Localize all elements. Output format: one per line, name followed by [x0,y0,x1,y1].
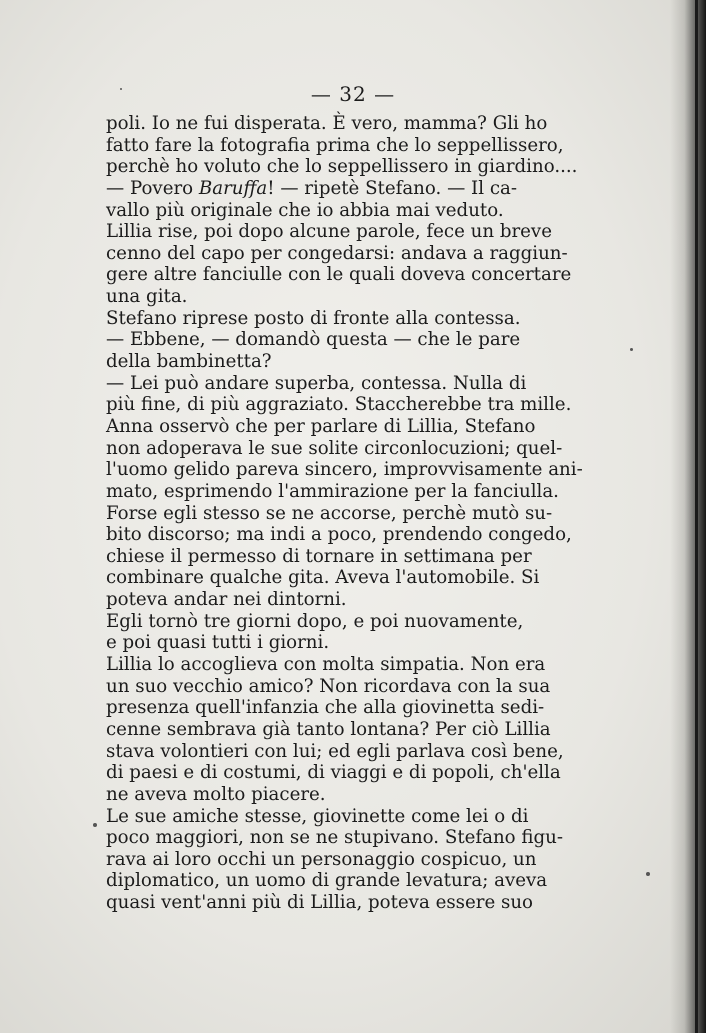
text-line: — Povero Baruffa! — ripetè Stefano. — Il ca- [106,177,518,199]
text-line: rava ai loro occhi un personaggio cospicuo, un [106,848,537,870]
text-line: della bambinetta? [106,351,272,373]
paper-speck [630,348,633,351]
text-line: quasi vent'anni più di Lillia, poteva essere suo [106,892,533,914]
text-line: Anna osservò che per parlare di Lillia, Stefano [106,415,536,437]
text-line: e poi quasi tutti i giorni. [106,632,330,654]
text-line: di paesi e di costumi, di viaggi e di popoli, ch'ella [106,762,561,784]
text-line: vallo più originale che io abbia mai veduto. [106,199,504,221]
text-line: Stefano riprese posto di fronte alla contessa. [106,307,521,329]
text-line: poteva andar nei dintorni. [106,589,347,611]
text-line: Lillia rise, poi dopo alcune parole, fece un breve [106,221,552,243]
text-line: stava volontieri con lui; ed egli parlava così bene, [106,740,564,762]
text-line: Le sue amiche stesse, giovinette come lei o di [106,805,529,827]
text-line: poco maggiori, non se ne stupivano. Stefano figu- [106,827,564,849]
text-line: fatto fare la fotografia prima che lo seppellissero, [106,134,564,156]
paper-speck [120,88,122,90]
text-line: Egli tornò tre giorni dopo, e poi nuovamente, [106,610,524,632]
text-line: una gita. [106,286,188,308]
text-line: chiese il permesso di tornare in settimana per [106,545,532,567]
text-line: — Lei può andare superba, contessa. Nulla di [106,372,527,394]
paper-speck [646,872,650,876]
text-line: bito discorso; ma indi a poco, prendendo congedo, [106,524,572,546]
text-line: non adoperava le sue solite circonlocuzioni; quel- [106,437,563,459]
text-line: più fine, di più aggraziato. Staccherebbe tra mille. [106,394,572,416]
page-spine-shadow [670,0,706,1033]
text-line: cenno del capo per congedarsi: andava a raggiun- [106,242,568,264]
text-line: Forse egli stesso se ne accorse, perchè mutò su- [106,502,553,524]
text-line: l'uomo gelido pareva sincero, improvvisamente ani- [106,459,583,481]
paper-speck [93,823,97,827]
text-line: perchè ho voluto che lo seppellissero in giardino.... [106,156,578,178]
text-line: Lillia lo accoglieva con molta simpatia. Non era [106,654,546,676]
text-line: poli. Io ne fui disperata. È vero, mamma? Gli ho [106,113,548,134]
text-line: — Ebbene, — domandò questa — che le pare [106,329,521,351]
text-line: mato, esprimendo l'ammirazione per la fanciulla. [106,480,559,502]
text-line: combinare qualche gita. Aveva l'automobile. Si [106,567,540,589]
text-line: un suo vecchio amico? Non ricordava con la sua [106,675,551,697]
page-number: — 32 — [310,82,396,106]
text-line: diplomatico, un uomo di grande levatura; aveva [106,870,548,892]
text-line: cenne sembrava già tanto lontana? Per ciò Lillia [106,718,551,740]
text-line: gere altre fanciulle con le quali doveva concertare [106,264,572,286]
binding-edge [695,0,698,1033]
text-line: presenza quell'infanzia che alla giovinetta sedi- [106,697,545,719]
text-line: ne aveva molto piacere. [106,783,326,805]
body-text [106,113,583,914]
